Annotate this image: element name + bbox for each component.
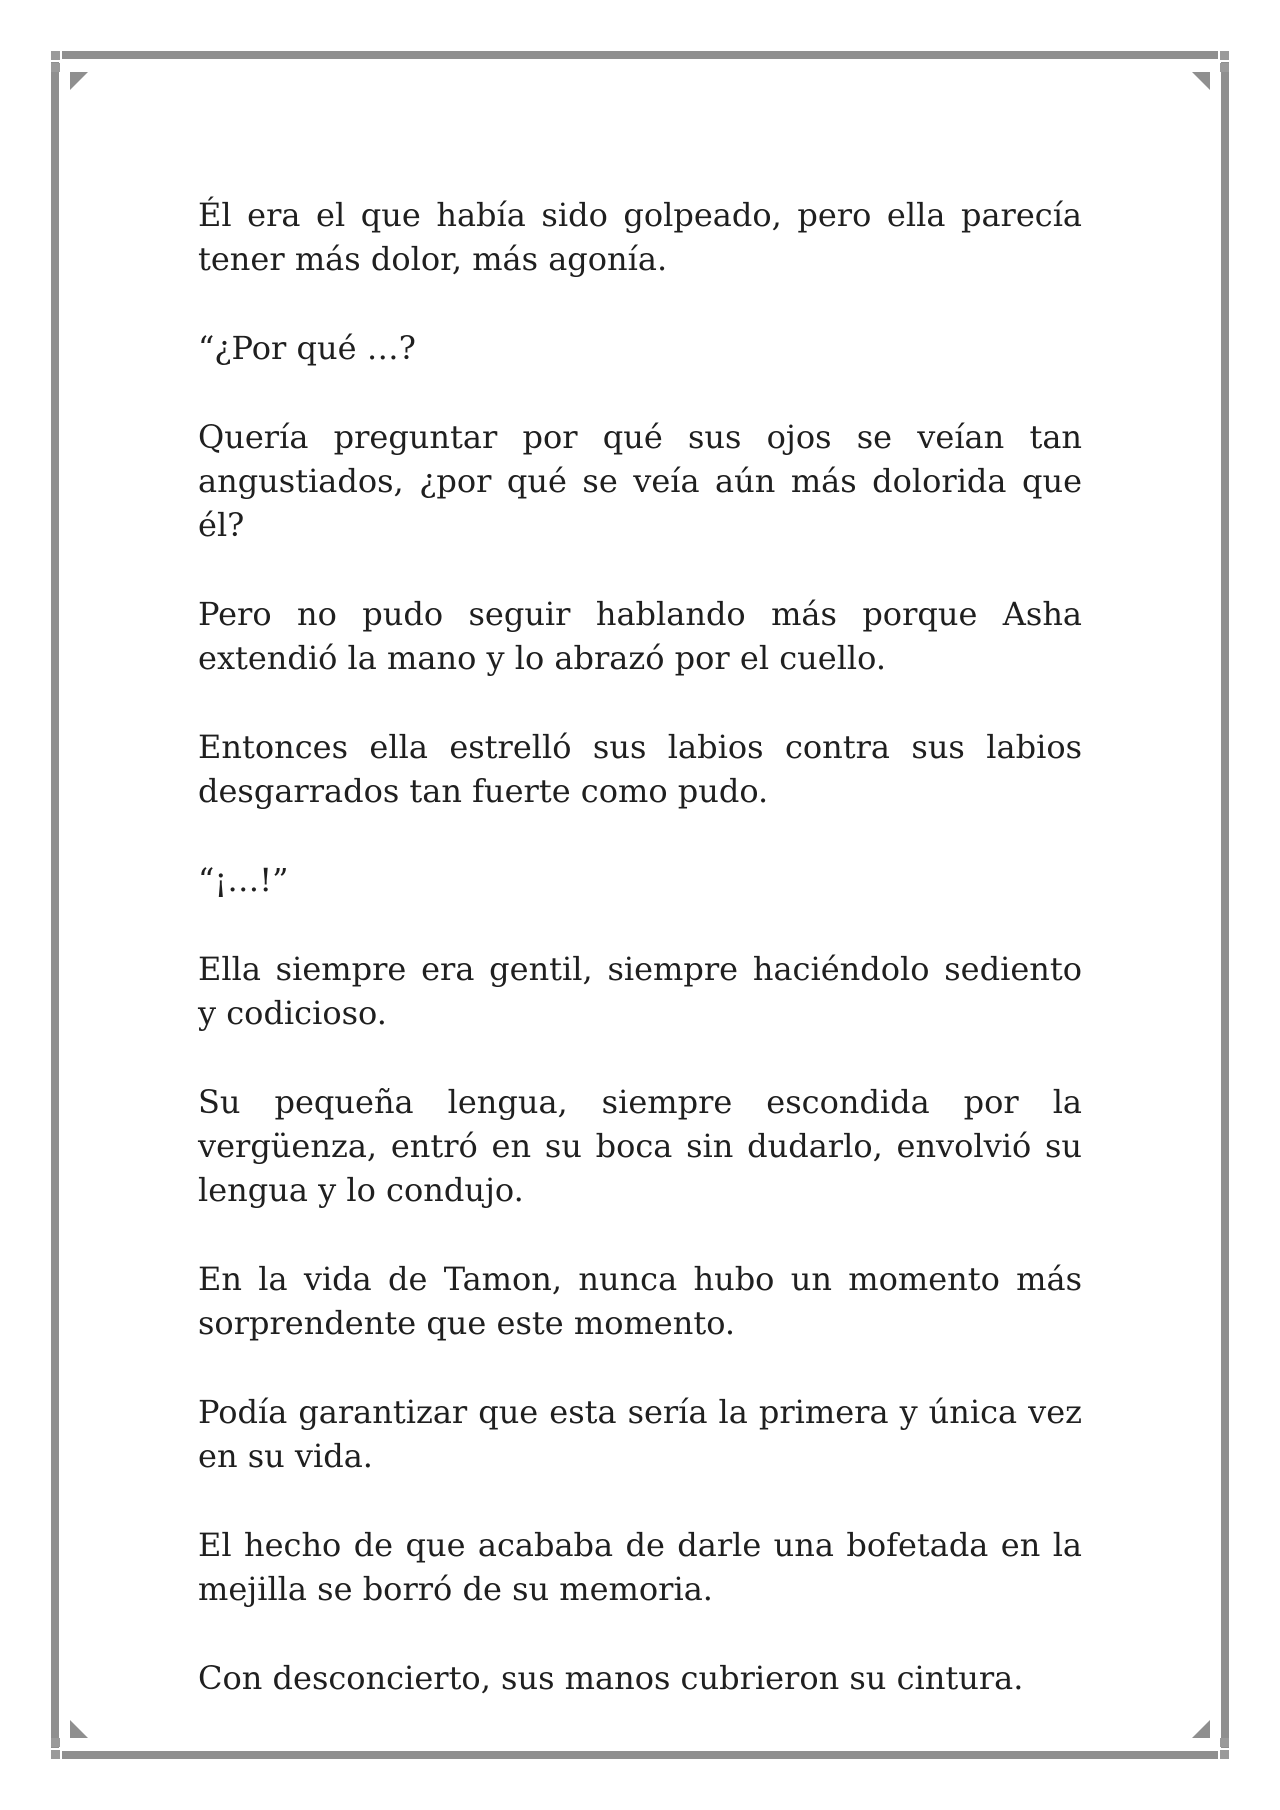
paragraph: “¿Por qué …?	[198, 329, 416, 367]
frame-left-border	[51, 62, 59, 1748]
paragraph: Podía garantizar que esta sería la primera y única vez en su vida.	[198, 1393, 1082, 1475]
corner-ornament-triangle	[1192, 1720, 1210, 1738]
paragraph: Con desconcierto, sus manos cubrieron su cintura.	[198, 1659, 1024, 1697]
paragraph: Él era el que había sido golpeado, pero ella parecía tener más dolor, más agonía.	[198, 196, 1082, 278]
corner-ornament-square	[51, 1738, 60, 1747]
frame-top-border	[62, 51, 1218, 59]
corner-ornament-square	[51, 51, 60, 60]
paragraph: Pero no pudo seguir hablando más porque Asha extendió la mano y lo abrazó por el cuello.	[198, 595, 1082, 677]
corner-ornament-square	[1220, 1750, 1229, 1759]
frame-right-border	[1221, 62, 1229, 1748]
paragraph: Quería preguntar por qué sus ojos se veían tan angustiados, ¿por qué se veía aún más dolorida que él?	[198, 418, 1082, 544]
corner-ornament-square	[1220, 51, 1229, 60]
corner-ornament-square	[51, 63, 60, 72]
corner-ornament-triangle	[70, 1720, 88, 1738]
page-body-text	[198, 193, 1082, 1745]
paragraph: Su pequeña lengua, siempre escondida por la vergüenza, entró en su boca sin dudarlo, envolvió su lengua y lo condujo.	[198, 1083, 1082, 1209]
corner-ornament-square	[1220, 1738, 1229, 1747]
paragraph: En la vida de Tamon, nunca hubo un momento más sorprendente que este momento.	[198, 1260, 1082, 1342]
corner-ornament-square	[51, 1750, 60, 1759]
paragraph: Ella siempre era gentil, siempre haciéndolo sediento y codicioso.	[198, 950, 1082, 1032]
corner-ornament-triangle	[70, 72, 88, 90]
paragraph: Entonces ella estrelló sus labios contra sus labios desgarrados tan fuerte como pudo.	[198, 728, 1082, 810]
frame-bottom-border	[62, 1751, 1218, 1759]
corner-ornament-triangle	[1192, 72, 1210, 90]
corner-ornament-square	[1220, 63, 1229, 72]
paragraph: “¡…!”	[198, 861, 289, 899]
paragraph: El hecho de que acababa de darle una bofetada en la mejilla se borró de su memoria.	[198, 1526, 1082, 1608]
